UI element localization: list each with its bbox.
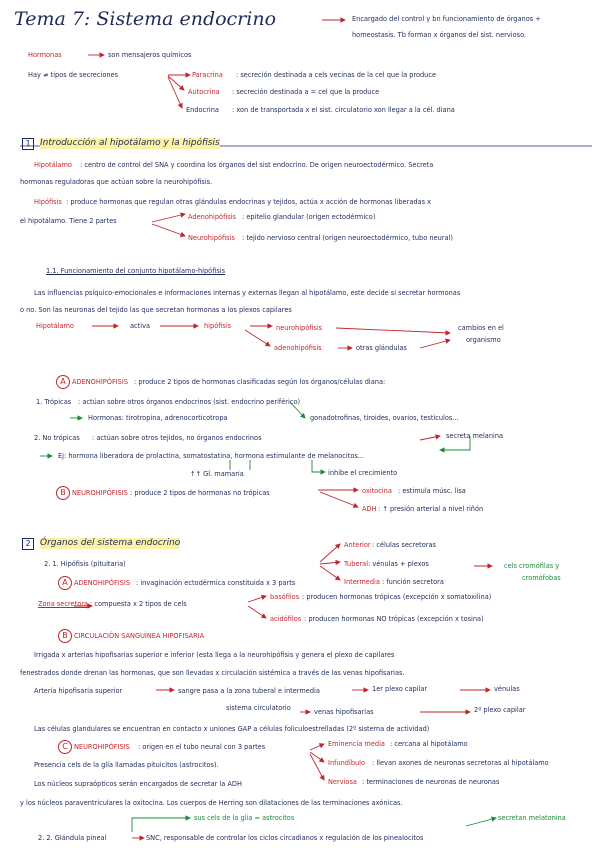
irrigada-line2: fenestrados donde drenan las hormonas, que son llevadas x circulación sistémica a través de las venas hipofisarias.: [20, 669, 405, 677]
nucleos-line1: Los núcleos supraópticos serán encargados de secretar la ADH: [34, 780, 242, 788]
sistema-circ-text: sistema circulatorio: [226, 704, 291, 712]
acidofilos-text: : producen hormonas NO trópicas (excepción x tosina): [304, 615, 484, 623]
hipotalamo-label: Hipotálamo: [34, 161, 72, 169]
pineal-text: SNC, responsable de controlar los ciclos circadianos x regulación de los pinealocitos: [146, 834, 424, 842]
irrigada-line1: Irrigada x arterias hipofisarias superior e inferior (esta llega a la neurohipófisis y genera el plexo de capilares: [34, 651, 395, 659]
section2-a-title: ADENOHIPÓFISIS: [74, 579, 130, 587]
header-note-line2: homeostasis. Tb forman x órganos del sist. nervioso.: [352, 31, 527, 39]
eminencia-text: : cercana al hipotálamo: [390, 740, 468, 748]
flow-activa: activa: [130, 322, 151, 330]
flow-cambios2: organismo: [466, 336, 501, 344]
hipotalamo-text1: : centro de control del SNA y coordina los órganos del sist endocrino. De origen neuroectodérmico. Secreta: [80, 161, 434, 169]
section2-c-circle: C: [58, 740, 72, 754]
cromofilas-line2: cromófobas: [522, 574, 561, 582]
tipos-label: Hay ≠ tipos de secreciones: [28, 71, 119, 79]
section2-c-title: NEUROHIPÓFISIS: [74, 743, 130, 751]
oxitocina-label: oxitocina: [362, 487, 392, 495]
header-note-line1: Encargado del control y bn funcionamiento de órganos +: [352, 15, 541, 23]
section1-number: 1: [22, 138, 34, 150]
section2-b-circle: B: [58, 629, 72, 643]
notrop-label: 2. No trópicas: [34, 434, 80, 442]
hormonas-label: Hormonas: [28, 51, 62, 59]
flow-hipofisis: hipófisis: [204, 322, 232, 330]
neuro-text: : tejido nervioso central (origen neuroectodérmico, tubo neural): [242, 234, 453, 242]
notrop-ex: Ej: hormona liberadora de prolactina, somatostatina, hormona estimulante de melanocitos...: [58, 452, 365, 460]
influencias-line2: o no. Son las neuronas del tejido las que secretan hormonas a los plexos capilares: [20, 306, 292, 314]
influencias-line1: Las influencias psíquico-emocionales e informaciones internas y externas llegan al hipotálamo, este decide si secretar hormonas: [34, 289, 461, 297]
sub11-title: 1.1. Funcionamiento del conjunto hipotálamo-hipófisis: [46, 267, 226, 275]
hormonas-text: son mensajeros químicos: [108, 51, 192, 59]
section1-title: Introducción al hipotálamo y la hipófisis: [40, 138, 220, 148]
hipofisis-label: Hipófisis: [34, 198, 62, 206]
acidofilos-label: acidófilos: [270, 615, 302, 623]
nucleos-line2: y los núcleos paraventriculares la oxitocina. Los cuerpos de Herring son dilataciones de las terminaciones axónicas.: [20, 799, 403, 807]
flow-adenohipofisis: adenohipófisis: [274, 344, 322, 352]
anterior-text: : células secretoras: [372, 541, 436, 549]
sangre-text: sangre pasa a la zona tuberal e intermedia: [178, 687, 320, 695]
glandula-mamaria: ↑↑ Gl. mamaria: [190, 470, 244, 478]
section1-a-circle: A: [56, 375, 70, 389]
adh-text: : ↑ presión arterial a nivel riñón: [378, 505, 484, 513]
basofilos-label: basófilos: [270, 593, 300, 601]
arteria-text: Arteria hipofisaria superior: [34, 687, 123, 695]
section1-a-text: : produce 2 tipos de hormonas clasificadas según los órganos/células diana:: [134, 378, 386, 386]
flow-otras: otras glándulas: [356, 344, 407, 352]
tuberal-label: Tuberal: [344, 560, 369, 568]
tropicas-ex: Hormonas: tirotropina, adrenocorticotropa: [88, 414, 228, 422]
plexo1-text: 1er plexo capilar: [372, 685, 428, 693]
tuberal-text: : vénulas + plexos: [368, 560, 429, 568]
flow-hipotalamo: Hipotálamo: [36, 322, 74, 330]
paracrina-text: : secreción destinada a cels vecinas de la cel que la produce: [236, 71, 437, 79]
celulas-line: Las células glandulares se encuentran en contacto x uniones GAP a células foliculoestrelladas (2º sistema de actividad): [34, 725, 430, 733]
intermedia-text: : función secretora: [382, 578, 444, 586]
section2-c-text: : origen en el tubo neural con 3 partes: [138, 743, 266, 751]
sub22-title: 2. 2. Glándula pineal: [38, 834, 107, 842]
notrop-text: : actúan sobre otros tejidos, no órganos endocrinos: [92, 434, 262, 442]
section1-b-text: : produce 2 tipos de hormonas no trópicas: [130, 489, 270, 497]
section1-a-title: ADENOHIPÓFISIS: [72, 378, 128, 386]
venulas-text: vénulas: [494, 685, 520, 693]
nerviosa-text: : terminaciones de neuronas de neuronas: [362, 778, 500, 786]
basofilos-text: : producen hormonas trópicas (excepción x somatoxilina): [302, 593, 492, 601]
zona-label: Zona secretora: [38, 600, 88, 608]
tropicas-text: : actúan sobre otros órganos endocrinos (sist. endocrino periférico): [78, 398, 301, 406]
sub21-title: 2. 1. Hipófisis (pituitaria): [44, 560, 126, 568]
autocrina-label: Autocrina: [188, 88, 220, 96]
secreta-melanina: secreta melanina: [446, 432, 504, 440]
oxitocina-text: : estimula músc. lisa: [398, 487, 466, 495]
adeno-text: : epitelio glandular (origen ectodérmico): [242, 213, 376, 221]
pituicitos-text: Presencia cels de la glía llamadas pituicitos (astrocitos).: [34, 761, 219, 769]
inhibe-text: inhibe el crecimiento: [328, 469, 398, 477]
section1-b-title: NEUROHIPÓFISIS: [72, 489, 128, 497]
neuro-label: Neurohipófisis: [188, 234, 235, 242]
venas-hipof-text: venas hipofisarias: [314, 708, 374, 716]
autocrina-text: : secreción destinada a = cel que la produce: [232, 88, 380, 96]
secretan-melatonina: secretan melatonina: [498, 814, 566, 822]
hipofisis-text1: : produce hormonas que regulan otras glándulas endocrinas y tejidos, actúa x acción de hormonas liberadas x: [66, 198, 432, 206]
tropicas-label: 1. Trópicas: [36, 398, 72, 406]
flow-neurohipofisis: neurohipófisis: [276, 324, 323, 332]
zona-text: : compuesta x 2 tipos de cels: [90, 600, 187, 608]
section1-b-circle: B: [56, 486, 70, 500]
section2-number: 2: [22, 538, 34, 550]
endocrina-label: Endocrina: [186, 106, 219, 114]
section2-a-text: : invaginación ectodérmica constituida x 3 parts: [136, 579, 296, 587]
eminencia-label: Eminencia media: [328, 740, 385, 748]
infund-label: Infundíbulo: [328, 759, 366, 767]
adh-label: ADH: [362, 505, 377, 513]
infund-text: : llevan axones de neuronas secretoras al hipotálamo: [372, 759, 549, 767]
hipotalamo-text2: hormonas reguladoras que actúan sobre la neurohipófisis.: [20, 178, 213, 186]
plexo2-text: 2º plexo capilar: [474, 706, 526, 714]
tropicas-targets: gonadotrofinas, tiroides, ovarios, testículos...: [310, 414, 459, 422]
adeno-label: Adenohipófisis: [188, 213, 236, 221]
anterior-label: Anterior: [344, 541, 371, 549]
nerviosa-label: Nerviosa: [328, 778, 357, 786]
endocrina-text: : xon de transportada x el sist. circulatorio xon llegar a la cél. diana: [232, 106, 455, 114]
intermedia-label: Intermedia: [344, 578, 380, 586]
cromofilas-line1: cels cromófilas y: [504, 562, 560, 570]
section2-a-circle: A: [58, 576, 72, 590]
page-title: Tema 7: Sistema endocrino: [14, 8, 277, 30]
circulacion-title: CIRCULACIÓN SANGUÍNEA HIPOFISARIA: [74, 632, 205, 640]
flow-cambios1: cambios en el: [458, 324, 504, 332]
section2-title: Órganos del sistema endocrino: [40, 538, 181, 548]
paracrina-label: Paracrina: [192, 71, 223, 79]
hipofisis-text2: el hipotálamo. Tiene 2 partes: [20, 217, 117, 225]
glia-note: sus cels de la glía ≈ astrocitos: [194, 814, 295, 822]
